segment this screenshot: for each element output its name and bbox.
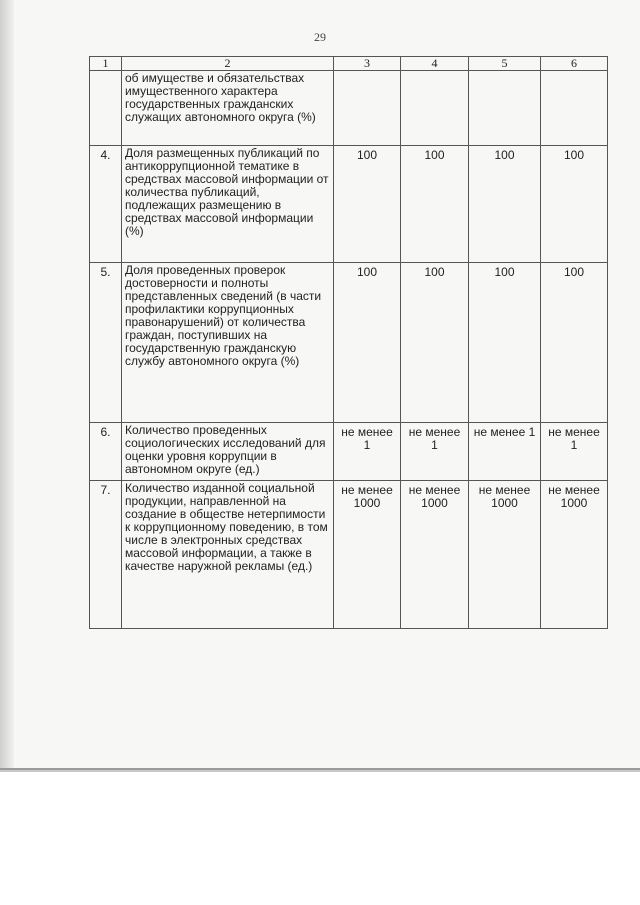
- row-value: не менее 1: [541, 423, 608, 481]
- row-value: 100: [469, 146, 541, 263]
- row-value: 100: [541, 146, 608, 263]
- row-value: [469, 71, 541, 146]
- row-value: [401, 71, 469, 146]
- column-header: 5: [469, 57, 541, 71]
- row-description: Количество проведенных социологических исследований для оценки уровня коррупции в автономном округе (ед.): [122, 423, 334, 481]
- row-value: не менее 1: [401, 423, 469, 481]
- row-description: об имуществе и обязательствах имущественного характера государственных гражданских служащих автономного округа (%): [122, 71, 334, 146]
- row-value: 100: [401, 146, 469, 263]
- column-header: 1: [90, 57, 122, 71]
- row-value: не менее 1: [334, 423, 401, 481]
- row-description: Количество изданной социальной продукции, направленной на создание в обществе нетерпимости к коррупционному поведению, в том числе в электронных средствах массовой информации, а также в качестве наружной рекламы (ед.): [122, 481, 334, 629]
- row-value: не менее 1000: [541, 481, 608, 629]
- page-number: 29: [314, 30, 326, 44]
- row-value: 100: [469, 263, 541, 423]
- indicators-table: [89, 56, 608, 629]
- row-value: не менее 1: [469, 423, 541, 481]
- row-number: 5.: [90, 263, 122, 423]
- column-header: 6: [541, 57, 608, 71]
- row-value: не менее 1000: [401, 481, 469, 629]
- column-header: 2: [122, 57, 334, 71]
- row-description: Доля проведенных проверок достоверности и полноты представленных сведений (в части профилактики коррупционных правонарушений) от количества граждан, поступивших на государственную гражданскую службу автономного округа (%): [122, 263, 334, 423]
- row-value: 100: [401, 263, 469, 423]
- row-value: 100: [541, 263, 608, 423]
- row-value: [541, 71, 608, 146]
- table-row: [90, 481, 608, 629]
- row-value: [334, 71, 401, 146]
- row-value: 100: [334, 146, 401, 263]
- page-edge-shadow: [0, 0, 14, 768]
- row-number: 6.: [90, 423, 122, 481]
- column-header: 3: [334, 57, 401, 71]
- table-row: [90, 71, 608, 146]
- column-header: 4: [401, 57, 469, 71]
- row-number: [90, 71, 122, 146]
- row-value: 100: [334, 263, 401, 423]
- row-description: Доля размещенных публикаций по антикоррупционной тематике в средствах массовой информации от количества публикаций, подлежащих размещению в средствах массовой информации (%): [122, 146, 334, 263]
- table-row: [90, 146, 608, 263]
- table-row: [90, 423, 608, 481]
- row-number: 7.: [90, 481, 122, 629]
- row-number: 4.: [90, 146, 122, 263]
- row-value: не менее 1000: [334, 481, 401, 629]
- table-row: [90, 263, 608, 423]
- row-value: не менее 1000: [469, 481, 541, 629]
- table-header-row: [90, 57, 608, 71]
